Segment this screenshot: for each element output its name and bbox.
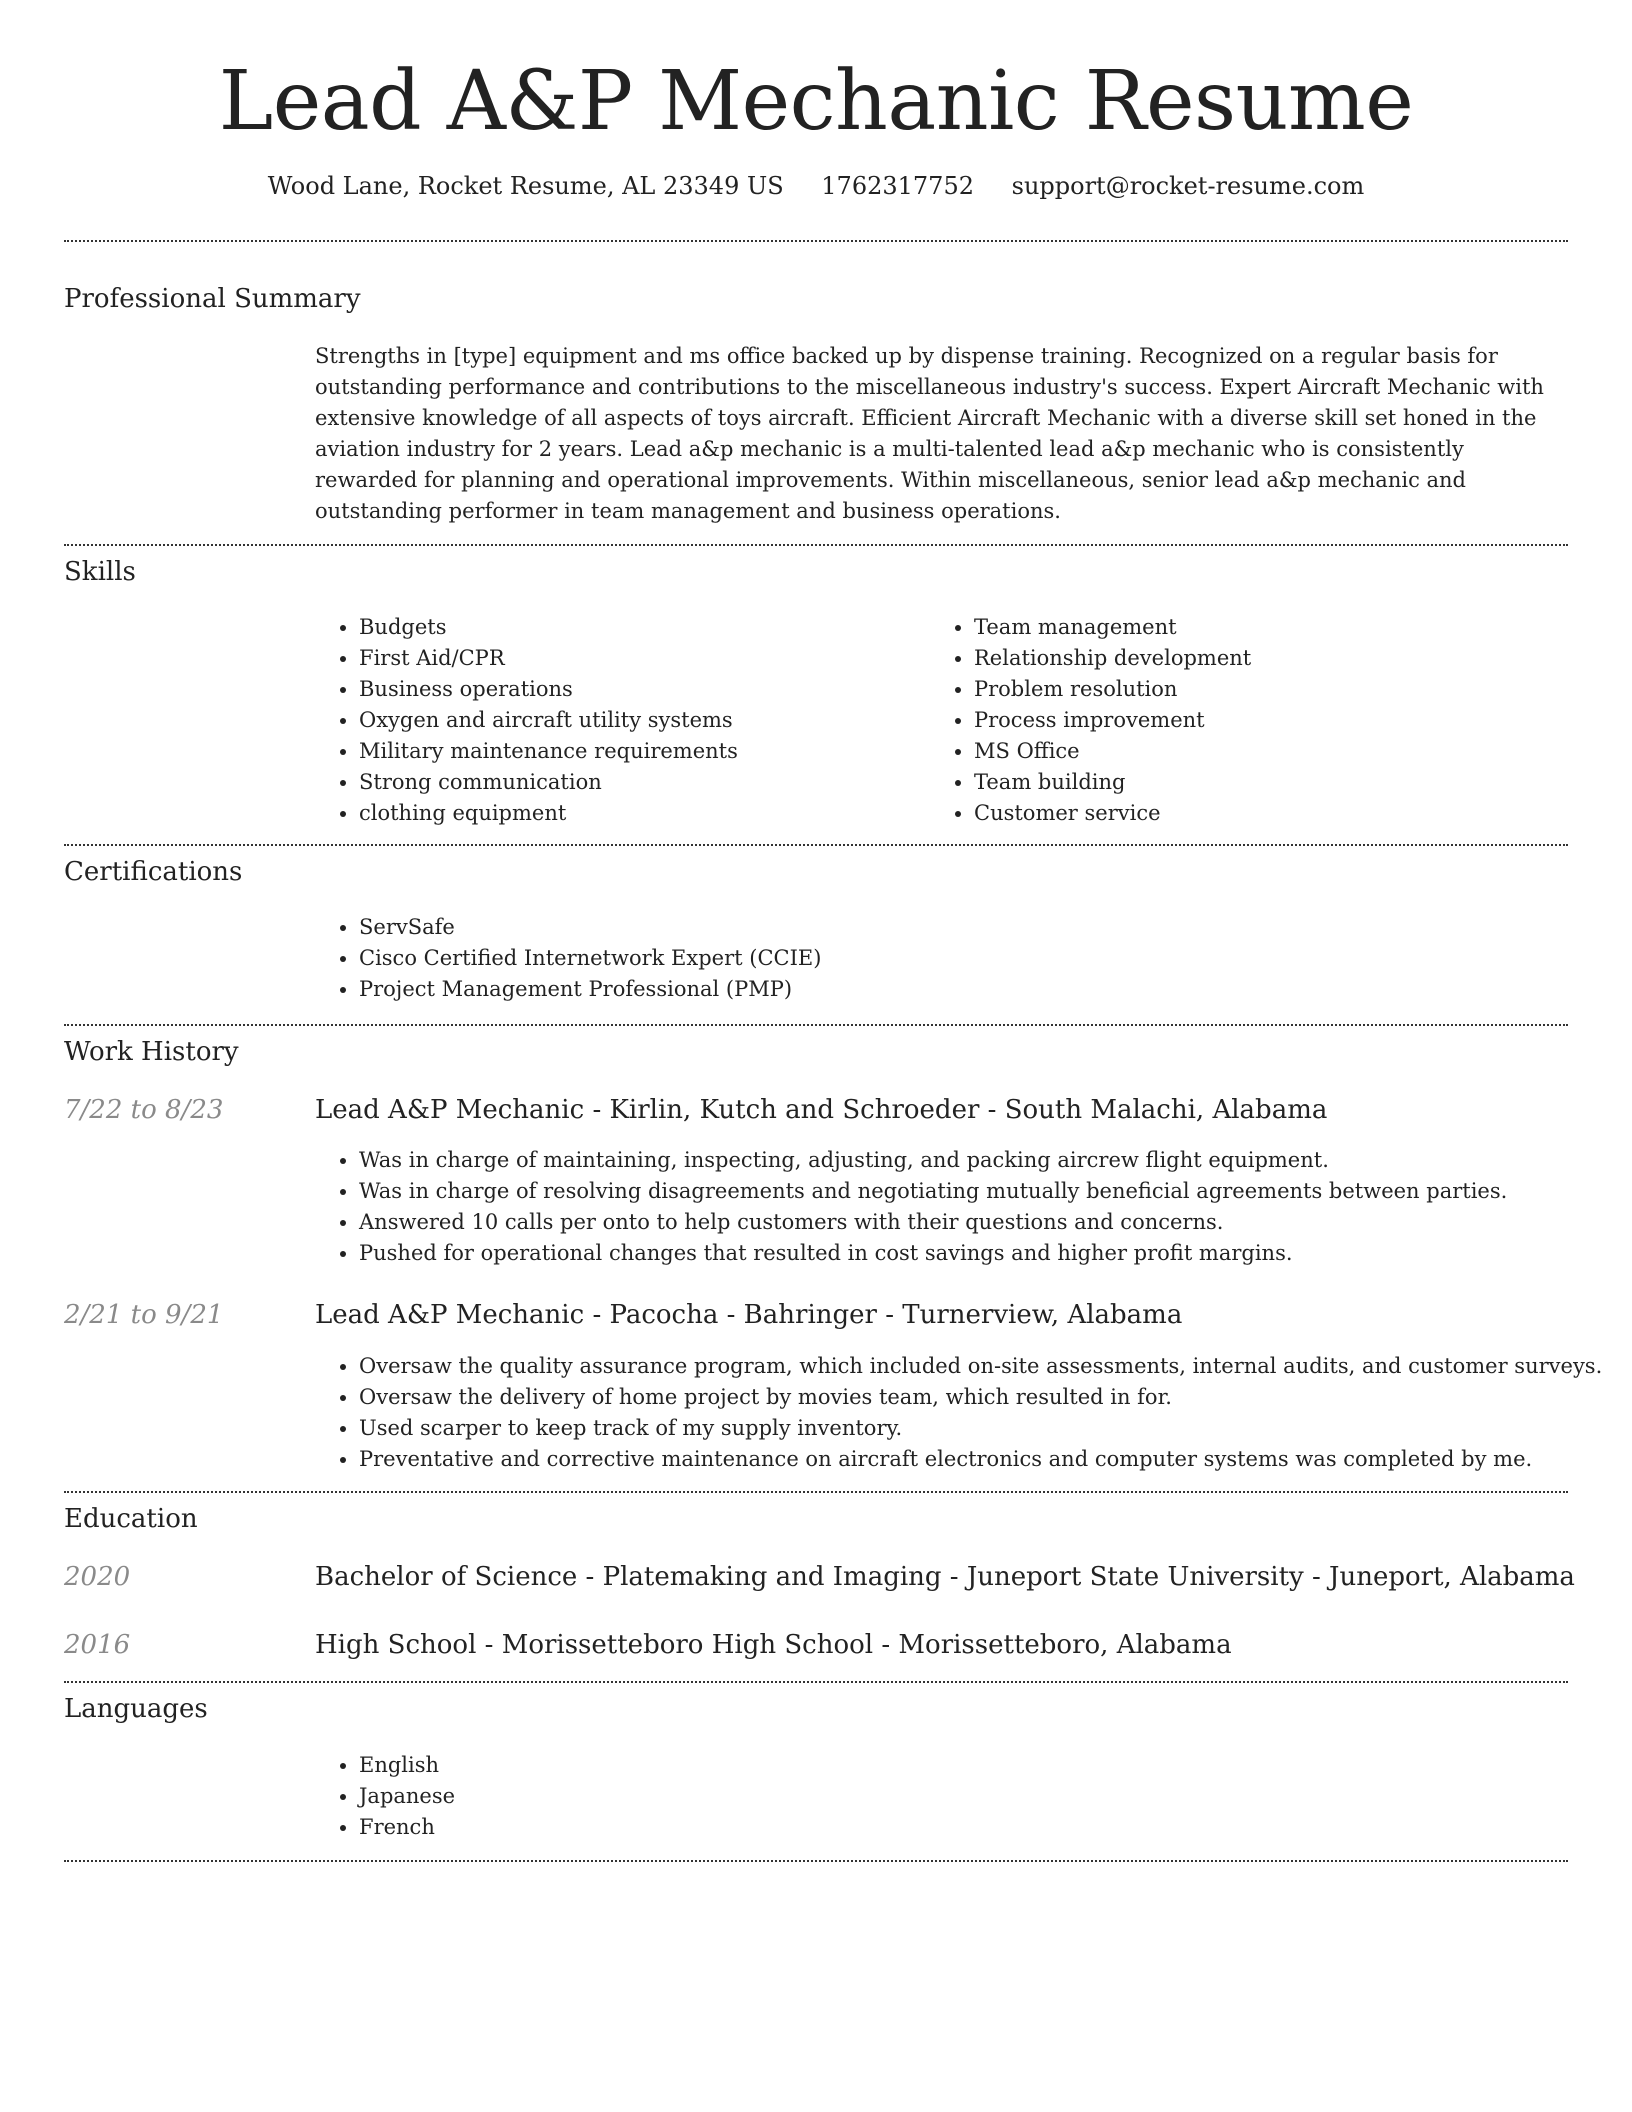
certification-item: • ServSafe: [359, 912, 821, 943]
divider: [64, 544, 1568, 546]
section-heading-education: Education: [64, 1504, 198, 1534]
skill-item: • clothing equipment: [359, 798, 738, 829]
section-heading-certifications: Certifications: [64, 857, 243, 887]
languages-list: [315, 1750, 455, 1843]
skill-item: • Oxygen and aircraft utility systems: [359, 705, 738, 736]
section-heading-summary: Professional Summary: [64, 284, 361, 314]
skill-item: • Business operations: [359, 674, 738, 705]
education-year: 2020: [64, 1562, 131, 1592]
language-item: • English: [359, 1750, 455, 1781]
skill-item: • Problem resolution: [974, 674, 1251, 705]
job-bullet: • Pushed for operational changes that resulted in cost savings and higher profit margins.: [359, 1238, 1507, 1269]
job-title: Lead A&P Mechanic - Kirlin, Kutch and Schroeder - South Malachi, Alabama: [315, 1095, 1328, 1125]
certifications-list: [315, 912, 821, 1005]
skill-item: • Military maintenance requirements: [359, 736, 738, 767]
job-bullets: [315, 1145, 1507, 1269]
summary-text: Strengths in [type] equipment and ms office backed up by dispense training. Recognized on a regular basis for outstanding performance and contributions to the miscellaneous industry's success. Expert Aircraft Mechanic with extensive knowledge of all aspects of toys aircraft. Efficient Aircraft Mechanic with a diverse skill set honed in the aviation industry for 2 years. Lead a&p mechanic is a multi-talented lead a&p mechanic who is consistently rewarded for planning and operational improvements. Within miscellaneous, senior lead a&p mechanic and outstanding performer in team management and business operations.: [315, 344, 1544, 523]
section-heading-work-history: Work History: [64, 1037, 239, 1067]
section-heading-languages: Languages: [64, 1694, 208, 1724]
job-bullets: [315, 1351, 1602, 1475]
divider: [64, 240, 1568, 242]
certification-item: • Project Management Professional (PMP): [359, 974, 821, 1005]
skill-item: • Budgets: [359, 612, 738, 643]
divider: [64, 1681, 1568, 1683]
language-item: • French: [359, 1812, 455, 1843]
skill-item: • Relationship development: [974, 643, 1251, 674]
job-dates: 2/21 to 9/21: [64, 1300, 224, 1330]
divider: [64, 1860, 1568, 1862]
resume-title: Lead A&P Mechanic Resume: [218, 54, 1414, 149]
education-year: 2016: [64, 1630, 131, 1660]
skill-item: • Strong communication: [359, 767, 738, 798]
contact-line: [0, 170, 1632, 202]
certification-item: • Cisco Certified Internetwork Expert (CCIE): [359, 943, 821, 974]
divider: [64, 844, 1568, 846]
divider: [64, 1491, 1568, 1493]
job-bullet: • Answered 10 calls per onto to help customers with their questions and concerns.: [359, 1207, 1507, 1238]
education-entry: Bachelor of Science - Platemaking and Imaging - Juneport State University - Juneport, Alabama: [315, 1562, 1575, 1592]
language-item: • Japanese: [359, 1781, 455, 1812]
skills-list-right: [930, 612, 1251, 829]
skill-item: • Customer service: [974, 798, 1251, 829]
skill-item: • Process improvement: [974, 705, 1251, 736]
education-entry: High School - Morissetteboro High School - Morissetteboro, Alabama: [315, 1630, 1232, 1660]
job-bullet: • Used scarper to keep track of my supply inventory.: [359, 1413, 1602, 1444]
contact-email: support@rocket-resume.com: [1011, 172, 1365, 200]
skill-item: • MS Office: [974, 736, 1251, 767]
section-heading-skills: Skills: [64, 557, 136, 587]
job-bullet: • Oversaw the delivery of home project by movies team, which resulted in for.: [359, 1382, 1602, 1413]
divider: [64, 1024, 1568, 1026]
job-bullet: • Preventative and corrective maintenance on aircraft electronics and computer systems was completed by me.: [359, 1444, 1602, 1475]
job-bullet: • Was in charge of maintaining, inspecting, adjusting, and packing aircrew flight equipment.: [359, 1145, 1507, 1176]
skill-item: • First Aid/CPR: [359, 643, 738, 674]
contact-phone: 1762317752: [821, 172, 974, 200]
job-bullet: • Was in charge of resolving disagreements and negotiating mutually beneficial agreements between parties.: [359, 1176, 1507, 1207]
contact-address: Wood Lane, Rocket Resume, AL 23349 US: [267, 172, 784, 200]
job-dates: 7/22 to 8/23: [64, 1095, 224, 1125]
skill-item: • Team management: [974, 612, 1251, 643]
job-bullet: • Oversaw the quality assurance program, which included on-site assessments, internal audits, and customer surveys.: [359, 1351, 1602, 1382]
skill-item: • Team building: [974, 767, 1251, 798]
skills-list-left: [315, 612, 738, 829]
job-title: Lead A&P Mechanic - Pacocha - Bahringer - Turnerview, Alabama: [315, 1300, 1183, 1330]
